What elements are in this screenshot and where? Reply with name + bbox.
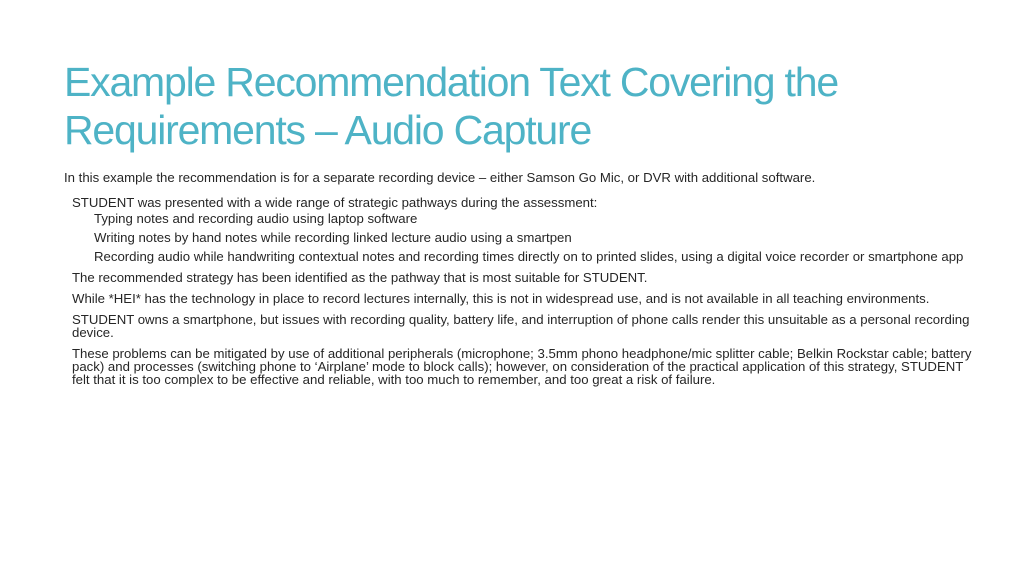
paragraph-smartphone: STUDENT owns a smartphone, but issues with recording quality, battery life, and interruption of phone calls render this unsuitable as a personal recording device.	[72, 312, 970, 340]
paragraph-hei: While *HEI* has the technology in place to record lectures internally, this is not in widespread use, and is not available in all teaching environments.	[72, 291, 930, 306]
paragraph-mitigation: These problems can be mitigated by use of additional peripherals (microphone; 3.5mm phono headphone/mic splitter cable; Belkin Rockstar cable; battery pack) and processes (switching phone to ‘Airplane’ mode to block calls); however, on consideration of the practical application of this strategy, STUDENT felt that it is too complex to be effective and reliable, with too much to remember, and too great a risk of failure.	[72, 346, 972, 387]
pathway-list	[94, 212, 972, 263]
paragraph-pathways	[72, 196, 972, 263]
slide-title	[64, 58, 1004, 154]
pathway-item-voice-recorder: Recording audio while handwriting contextual notes and recording times directly on to printed slides, using a digital voice recorder or smartphone app	[94, 249, 964, 264]
pathway-item-smartpen: Writing notes by hand notes while recording linked lecture audio using a smartpen	[94, 230, 572, 245]
title-line-1: Example Recommendation Text Covering the	[64, 59, 838, 105]
body-text	[72, 196, 972, 394]
title-line-2: Requirements – Audio Capture	[64, 107, 592, 153]
paragraph-pathways-lead: STUDENT was presented with a wide range of strategic pathways during the assessment:	[72, 195, 598, 210]
intro-text: In this example the recommendation is for a separate recording device – either Samson Go Mic, or DVR with additional software.	[64, 170, 816, 185]
pathway-item-laptop: Typing notes and recording audio using laptop software	[94, 211, 418, 226]
paragraph-recommended: The recommended strategy has been identified as the pathway that is most suitable for STUDENT.	[72, 270, 648, 285]
